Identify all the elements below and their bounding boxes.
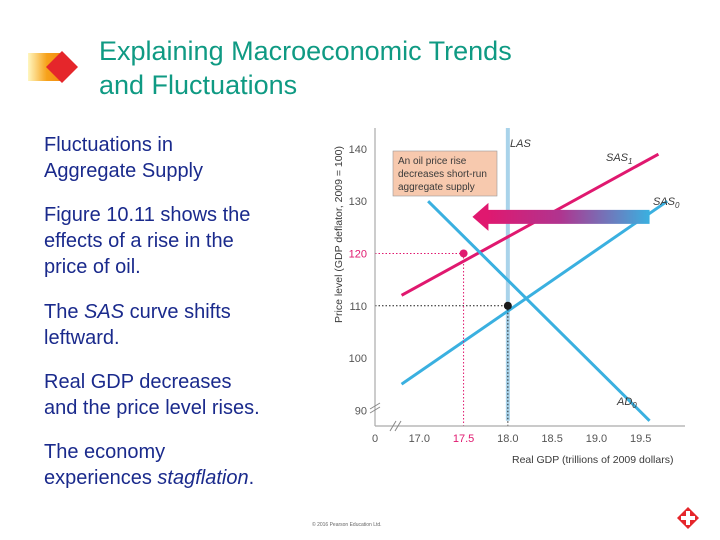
y-tick-label-140: 140 — [348, 143, 367, 156]
x-axis-label: Real GDP (trillions of 2009 dollars) — [512, 454, 674, 466]
las-label: LAS — [510, 138, 531, 150]
ad0-label-sub: 0 — [632, 401, 637, 410]
diamond-bullet-icon — [28, 47, 78, 87]
paragraph-gdp — [44, 369, 314, 421]
slide-title — [99, 34, 699, 102]
callout-line-3: aggregate supply — [398, 182, 475, 193]
sas0-label-sub: 0 — [675, 201, 680, 210]
paragraph-sas-shift — [44, 299, 314, 351]
x-tick-label-17-0: 17.0 — [408, 433, 430, 445]
y-axis-label: Price level (GDP deflator, 2009 = 100) — [333, 146, 345, 323]
as-ad-chart — [320, 118, 690, 470]
shift-arrow-head — [472, 203, 488, 231]
equilibrium-point-1 — [460, 249, 468, 257]
p4-prefix: experiences — [44, 467, 158, 489]
p4-line-2 — [44, 465, 314, 491]
callout-line-2: decreases short-run — [398, 169, 487, 180]
p2-suffix: curve shifts — [124, 301, 231, 323]
y-tick-label-130: 130 — [348, 196, 367, 209]
p3-line-2: and the price level rises. — [44, 397, 260, 419]
p4-emphasis: stagflation — [157, 467, 249, 489]
callout-line-1: An oil price rise — [398, 156, 467, 167]
p2-emphasis: SAS — [84, 301, 125, 323]
sas1-label — [606, 152, 632, 166]
heading-line-2: Aggregate Supply — [44, 160, 204, 182]
heading-line-1: Fluctuations in — [44, 134, 173, 156]
p1-line-3: price of oil. — [44, 256, 141, 278]
x-tick-label-0: 0 — [371, 433, 379, 445]
section-heading — [44, 132, 314, 184]
copyright-text: © 2016 Pearson Education Ltd. — [312, 522, 382, 528]
equilibrium-point-0 — [504, 302, 512, 310]
title-line-2: and Fluctuations — [99, 70, 298, 100]
p4-suffix: . — [248, 467, 255, 489]
x-tick-label-18-0: 18.0 — [497, 433, 519, 445]
sas0-label — [653, 196, 680, 210]
title-line-1: Explaining Macroeconomic Trends — [99, 36, 512, 66]
curve-ad0 — [428, 201, 649, 421]
y-tick-label-90: 90 — [354, 405, 367, 418]
ad0-label-main: AD — [617, 396, 633, 408]
p3-line-1: Real GDP decreases — [44, 371, 232, 393]
x-tick-label-19-0: 19.0 — [585, 433, 608, 445]
shift-arrow-shaft — [486, 210, 649, 224]
plus-cross-icon — [676, 506, 700, 530]
curve-sas0 — [402, 201, 668, 384]
p2-prefix: The — [44, 301, 85, 323]
p2-line-1 — [44, 299, 314, 325]
p2-line-2: leftward. — [44, 327, 120, 349]
x-tick-label-19-5: 19.5 — [630, 433, 652, 445]
p1-line-1: Figure 10.11 shows the — [44, 204, 251, 226]
sas1-label-sub: 1 — [628, 157, 633, 166]
y-tick-label-110: 110 — [349, 300, 367, 313]
x-tick-label-18-5: 18.5 — [541, 433, 563, 445]
sas0-label-main: SAS — [653, 196, 676, 208]
y-tick-label-120: 120 — [348, 248, 367, 261]
ad0-label — [616, 396, 637, 410]
p1-line-2: effects of a rise in the — [44, 230, 234, 252]
callout-box — [393, 151, 497, 196]
paragraph-figure — [44, 202, 314, 280]
y-tick-label-100: 100 — [348, 353, 367, 366]
x-tick-label-17-5: 17.5 — [452, 433, 475, 445]
p4-line-1: The economy — [44, 441, 166, 463]
sas1-label-main: SAS — [606, 152, 629, 164]
paragraph-stagflation — [44, 439, 314, 491]
